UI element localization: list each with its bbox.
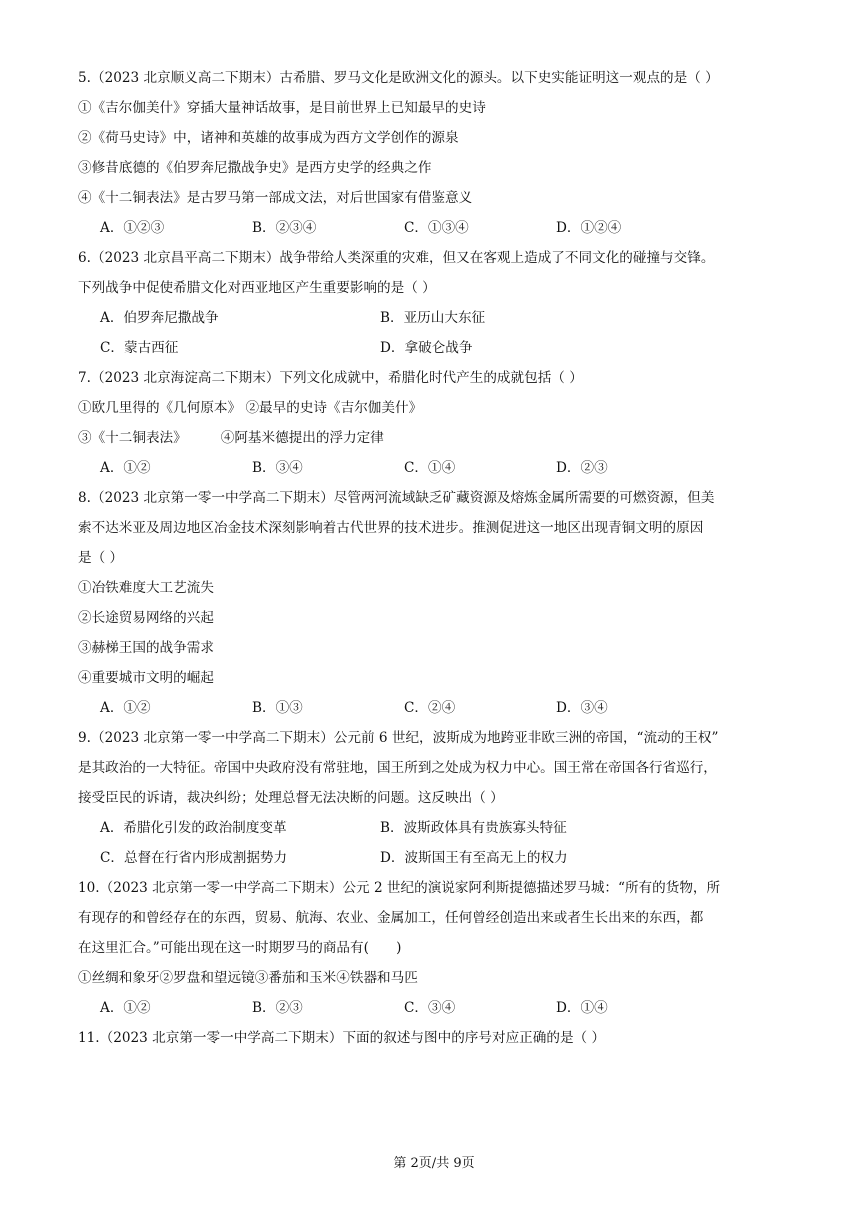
- question-stem: 11.（2023 北京第一零一中学高二下期末）下面的叙述与图中的序号对应正确的是（ ）: [78, 1030, 606, 1046]
- question-block: [78, 363, 802, 483]
- question-stem: 5.（2023 北京顺义高二下期末）古希腊、罗马文化是欧洲文化的源头。以下史实能证明这一观点的是（ ）: [78, 70, 719, 86]
- statement-item: ①欧几里得的《几何原本》 ②最早的史诗《吉尔伽美什》: [78, 400, 423, 416]
- answer-option: B．②③④: [252, 220, 317, 236]
- statement-item: ④《十二铜表法》是古罗马第一部成文法，对后世国家有借鉴意义: [78, 190, 473, 206]
- statement-item: ②长途贸易网络的兴起: [78, 610, 214, 626]
- answer-option: B．亚历山大东征: [380, 310, 486, 326]
- statement-item: ③修昔底德的《伯罗奔尼撒战争史》是西方史学的经典之作: [78, 160, 432, 176]
- question-stem: 7.（2023 北京海淀高二下期末）下列文化成就中，希腊化时代产生的成就包括（ ）: [78, 370, 583, 386]
- statement-item: ④重要城市文明的崛起: [78, 670, 214, 686]
- question-list: [78, 63, 802, 1053]
- options-row: [78, 813, 802, 843]
- question-block: [78, 723, 802, 873]
- question-block: [78, 243, 802, 363]
- question-stem: 在这里汇合。”可能出现在这一时期罗马的商品有( ): [78, 940, 402, 956]
- page-number: 第 2页/共 9页: [393, 1156, 475, 1171]
- answer-option: D．②③: [556, 460, 608, 476]
- answer-option: D．①②④: [556, 220, 622, 236]
- statement-item: ①丝绸和象牙②罗盘和望远镜③番茄和玉米④铁器和马匹: [78, 970, 418, 986]
- question-stem: 6.（2023 北京昌平高二下期末）战争带给人类深重的灾难，但又在客观上造成了不同文化的碰撞与交锋。: [78, 250, 715, 266]
- answer-option: C．蒙古西征: [100, 340, 179, 356]
- statement-item: ③赫梯王国的战争需求: [78, 640, 214, 656]
- question-stem: 有现存的和曾经存在的东西，贸易、航海、农业、金属加工，任何曾经创造出来或者生长出来的东西，都: [78, 910, 704, 926]
- options-row: [78, 333, 802, 363]
- options-row: [78, 453, 802, 483]
- answer-option: A．①②: [100, 460, 151, 476]
- answer-option: B．③④: [252, 460, 303, 476]
- statement-item: ③《十二铜表法》 ④阿基米德提出的浮力定律: [78, 430, 384, 446]
- answer-option: C．①③④: [404, 220, 469, 236]
- options-row: [78, 843, 802, 873]
- question-stem: 9.（2023 北京第一零一中学高二下期末）公元前 6 世纪，波斯成为地跨亚非欧三洲的帝国，“流动的王权”: [78, 730, 719, 746]
- question-stem: 下列战争中促使希腊文化对西亚地区产生重要影响的是（ ）: [78, 280, 436, 296]
- question-stem: 是其政治的一大特征。帝国中央政府没有常驻地，国王所到之处成为权力中心。国王常在帝国各行省巡行，: [78, 760, 717, 776]
- answer-option: C．③④: [404, 1000, 456, 1016]
- answer-option: A．伯罗奔尼撒战争: [100, 310, 219, 326]
- answer-option: A．①②: [100, 1000, 151, 1016]
- options-row: [78, 993, 802, 1023]
- question-stem: 10.（2023 北京第一零一中学高二下期末）公元 2 世纪的演说家阿利斯提德描述罗马城：“所有的货物，所: [78, 880, 721, 896]
- options-row: [78, 693, 802, 723]
- answer-option: C．②④: [404, 700, 456, 716]
- question-block: [78, 63, 802, 243]
- question-stem: 8.（2023 北京第一零一中学高二下期末）尽管两河流域缺乏矿藏资源及熔炼金属所需要的可燃资源，但美: [78, 490, 715, 506]
- options-row: [78, 213, 802, 243]
- answer-option: D．波斯国王有至高无上的权力: [380, 850, 568, 866]
- answer-option: A．①②③: [100, 220, 165, 236]
- answer-option: B．②③: [252, 1000, 303, 1016]
- answer-option: A．希腊化引发的政治制度变革: [100, 820, 287, 836]
- answer-option: D．拿破仑战争: [380, 340, 473, 356]
- question-block: [78, 1023, 802, 1053]
- options-row: [78, 303, 802, 333]
- answer-option: B．①③: [252, 700, 303, 716]
- statement-item: ①冶铁难度大工艺流失: [78, 580, 214, 596]
- answer-option: D．①④: [556, 1000, 608, 1016]
- answer-option: D．③④: [556, 700, 608, 716]
- question-stem: 是（ ）: [78, 550, 124, 566]
- answer-option: B．波斯政体具有贵族寡头特征: [380, 820, 567, 836]
- statement-item: ①《吉尔伽美什》穿插大量神话故事，是目前世界上已知最早的史诗: [78, 100, 486, 116]
- statement-item: ②《荷马史诗》中，诸神和英雄的故事成为西方文学创作的源泉: [78, 130, 459, 146]
- question-stem: 索不达米亚及周边地区冶金技术深刻影响着古代世界的技术进步。推测促进这一地区出现青铜文明的原因: [78, 520, 704, 536]
- question-block: [78, 873, 802, 1023]
- question-block: [78, 483, 802, 723]
- question-stem: 接受臣民的诉请，裁决纠纷；处理总督无法决断的问题。这反映出（ ）: [78, 790, 504, 806]
- answer-option: C．①④: [404, 460, 456, 476]
- answer-option: A．①②: [100, 700, 151, 716]
- answer-option: C．总督在行省内形成割据势力: [100, 850, 288, 866]
